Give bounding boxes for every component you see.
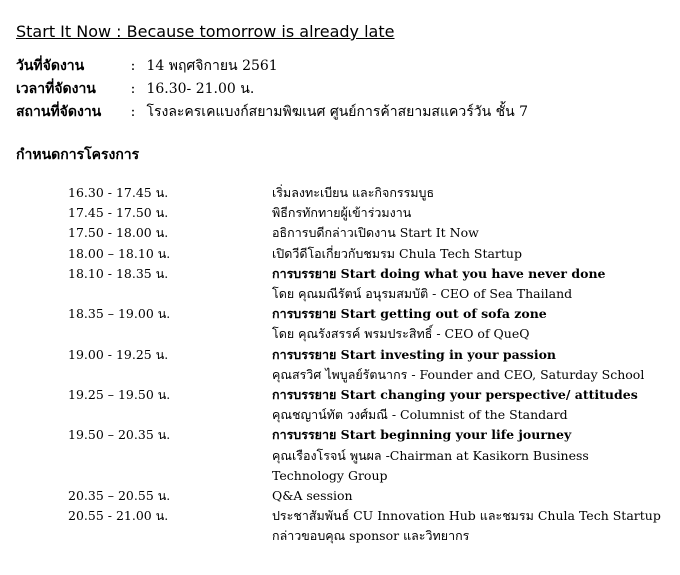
schedule-desc-line: เริ่มลงทะเบียน และกิจกรรมบูธ (272, 185, 435, 200)
venue-colon: : (130, 104, 136, 120)
schedule-desc-line: อธิการบดีกล่าวเปิดงาน Start It Now (272, 225, 479, 241)
schedule-time: 19.50 – 20.35 น. (68, 427, 171, 443)
schedule-time: 19.00 - 19.25 น. (68, 346, 169, 362)
schedule-desc (272, 486, 664, 506)
speaker-line: คุณเรืองโรจน์ พูนผล -Chairman at Kasikorn Business Technology Group (272, 447, 589, 483)
schedule-row (0, 385, 680, 425)
schedule-desc-line: Q&A session (272, 488, 353, 504)
schedule-row (0, 304, 680, 344)
schedule-desc (272, 264, 664, 304)
section-title: กำหนดการโครงการ (16, 147, 140, 163)
venue-label: สถานที่จัดงาน (16, 104, 102, 120)
talk-title: การบรรยาย Start investing in your passion (272, 346, 556, 362)
talk-title: การบรรยาย Start doing what you have never done (272, 265, 606, 281)
schedule-desc (272, 345, 664, 385)
schedule-row (0, 506, 680, 546)
schedule-row (0, 203, 680, 223)
schedule-time: 18.00 – 18.10 น. (68, 245, 171, 261)
schedule-desc (272, 223, 664, 243)
info-venue-row (16, 101, 528, 123)
schedule-desc-line: เปิดวีดีโอเกี่ยวกับชมรม Chula Tech Startup (272, 245, 522, 261)
speaker-line: โดย คุณรังสรรค์ พรมประสิทธิ์ - CEO of QueQ (272, 326, 530, 342)
talk-title: การบรรยาย Start getting out of sofa zone (272, 306, 547, 322)
speaker-line: คุณสรวิศ ไพบูลย์รัตนากร - Founder and CEO, Saturday School (272, 366, 645, 382)
schedule-time: 20.35 – 20.55 น. (68, 488, 171, 504)
schedule-row (0, 345, 680, 385)
schedule-row (0, 425, 680, 486)
time-colon: : (130, 81, 136, 97)
schedule-desc (272, 425, 664, 486)
date-colon: : (130, 58, 136, 74)
schedule-time: 18.35 – 19.00 น. (68, 306, 171, 322)
info-time-row (16, 78, 254, 100)
schedule-time: 18.10 - 18.35 น. (68, 265, 169, 281)
schedule-row (0, 486, 680, 506)
schedule-desc-line: ประชาสัมพันธ์ CU Innovation Hub และชมรม Chula Tech Startup (272, 508, 661, 524)
schedule-time: 16.30 - 17.45 น. (68, 185, 169, 200)
schedule-table (0, 183, 680, 547)
schedule-time: 17.45 - 17.50 น. (68, 205, 169, 221)
schedule-desc-line: กล่าวขอบคุณ sponsor และวิทยากร (272, 528, 470, 544)
schedule-desc (272, 203, 664, 223)
schedule-row (0, 244, 680, 264)
document-title: Start It Now : Because tomorrow is already late (16, 22, 395, 41)
schedule-row (0, 183, 680, 203)
schedule-desc (272, 385, 664, 425)
talk-title: การบรรยาย Start changing your perspective/ attitudes (272, 387, 638, 403)
schedule-desc (272, 244, 664, 264)
speaker-line: โดย คุณมณีรัตน์ อนุรมสมบัติ - CEO of Sea Thailand (272, 286, 573, 302)
talk-title: การบรรยาย Start beginning your life journey (272, 427, 572, 443)
date-label: วันที่จัดงาน (16, 58, 85, 74)
time-value: 16.30- 21.00 น. (146, 81, 255, 97)
schedule-desc (272, 506, 664, 546)
time-label: เวลาที่จัดงาน (16, 81, 96, 97)
schedule-row (0, 264, 680, 304)
schedule-desc (272, 304, 664, 344)
venue-value: โรงละครเคแบงก์สยามพิฆเนศ ศูนย์การค้าสยามสแควร์วัน ชั้น 7 (146, 104, 529, 120)
date-value: 14 พฤศจิกายน 2561 (146, 58, 278, 74)
schedule-desc-line: พิธีกรทักทายผู้เข้าร่วมงาน (272, 205, 412, 221)
schedule-time: 19.25 – 19.50 น. (68, 387, 171, 403)
info-date-row (16, 55, 278, 77)
schedule-time: 17.50 - 18.00 น. (68, 225, 169, 241)
schedule-row (0, 223, 680, 243)
speaker-line: คุณชญาน์ทัต วงศ์มณี - Columnist of the Standard (272, 407, 568, 423)
schedule-time: 20.55 - 21.00 น. (68, 508, 169, 524)
schedule-desc (272, 183, 664, 203)
